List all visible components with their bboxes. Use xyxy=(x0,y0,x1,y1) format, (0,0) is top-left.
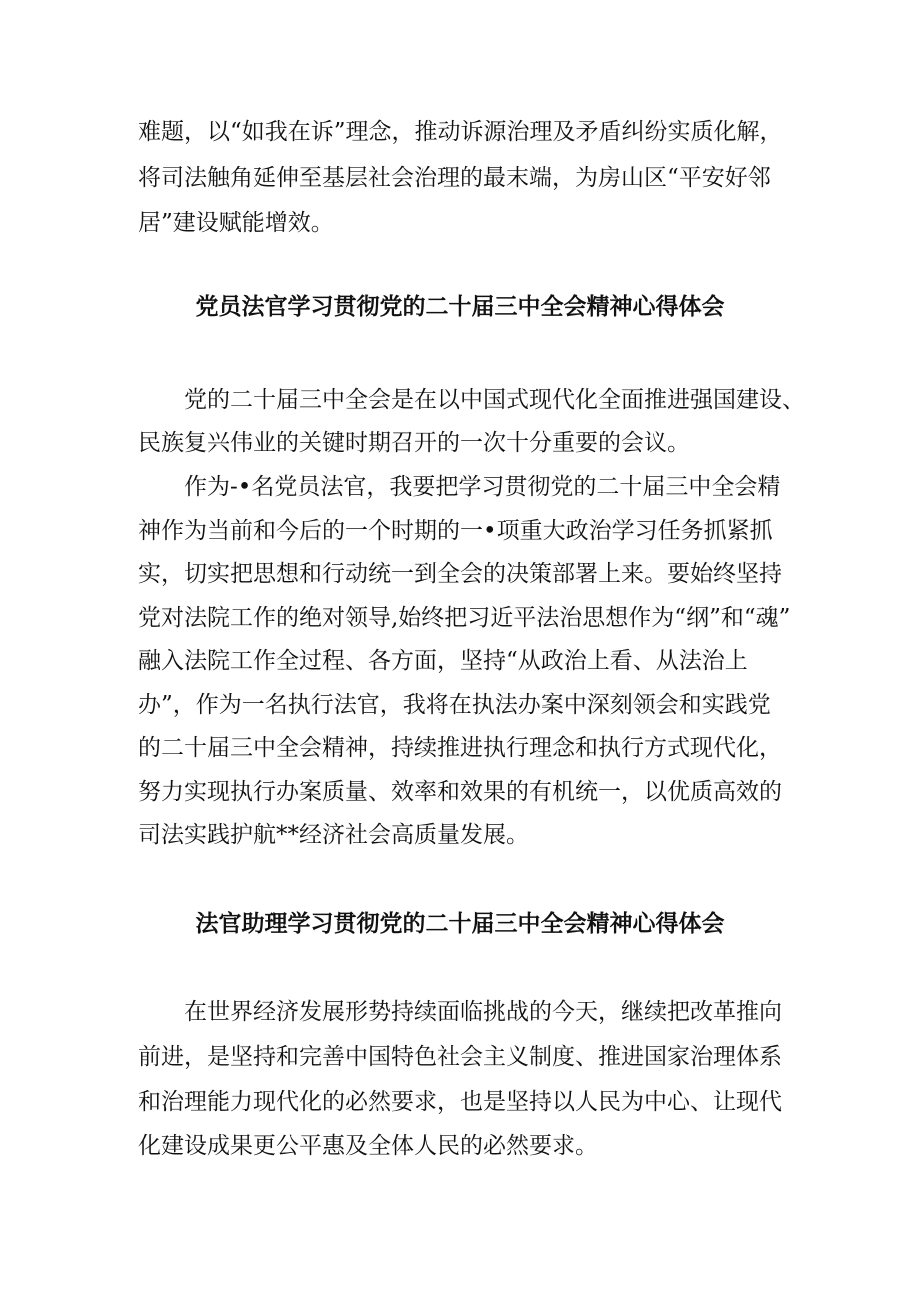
paragraph-line: 实，切实把思想和行动统一到全会的决策部署上来。要始终坚持 xyxy=(138,561,782,587)
paragraph-line: 的二十届三中全会精神，持续推进执行理念和执行方式现代化， xyxy=(138,735,782,761)
paragraph-line: 作为-•名党员法官，我要把学习贯彻党的二十届三中全会精 xyxy=(184,474,781,500)
paragraph-line: 融入法院工作全过程、各方面，坚持“从政治上看、从法治上 xyxy=(138,648,748,674)
paragraph-line: 和治理能力现代化的必然要求，也是坚持以人民为中心、让现代 xyxy=(138,1089,782,1115)
section-title: 法官助理学习贯彻党的二十届三中全会精神心得体会 xyxy=(195,910,725,937)
paragraph-line: 前进，是坚持和完善中国特色社会主义制度、推进国家治理体系 xyxy=(138,1044,782,1070)
paragraph-line: 难题，以“如我在诉”理念，推动诉源治理及矛盾纠纷实质化解， xyxy=(138,119,783,145)
paragraph-line: 办”，作为一名执行法官，我将在执法办案中深刻领会和实践党 xyxy=(138,692,771,718)
paragraph-line: 将司法触角延伸至基层社会治理的最末端，为房山区“平安好邻 xyxy=(138,165,771,191)
paragraph-line: 司法实践护航**经济社会高质量发展。 xyxy=(138,822,529,848)
paragraph-line: 化建设成果更公平惠及全体人民的必然要求。 xyxy=(138,1133,598,1159)
paragraph-line: 党对法院工作的绝对领导,始终把习近平法治思想作为“纲”和“魂” xyxy=(138,605,791,631)
paragraph-line: 努力实现执行办案质量、效率和效果的有机统一，以优质高效的 xyxy=(138,779,782,805)
section-title: 党员法官学习贯彻党的二十届三中全会精神心得体会 xyxy=(195,293,725,320)
paragraph-line: 民族复兴伟业的关键时期召开的一次十分重要的会议。 xyxy=(138,430,690,456)
paragraph-line: 居”建设赋能增效。 xyxy=(138,210,334,236)
paragraph-line: 党的二十届三中全会是在以中国式现代化全面推进强国建设、 xyxy=(184,387,805,413)
paragraph-line: 神作为当前和今后的一个时期的一•项重大政治学习任务抓紧抓 xyxy=(138,518,773,544)
paragraph-line: 在世界经济发展形势持续面临挑战的今天，继续把改革推向 xyxy=(184,999,782,1025)
